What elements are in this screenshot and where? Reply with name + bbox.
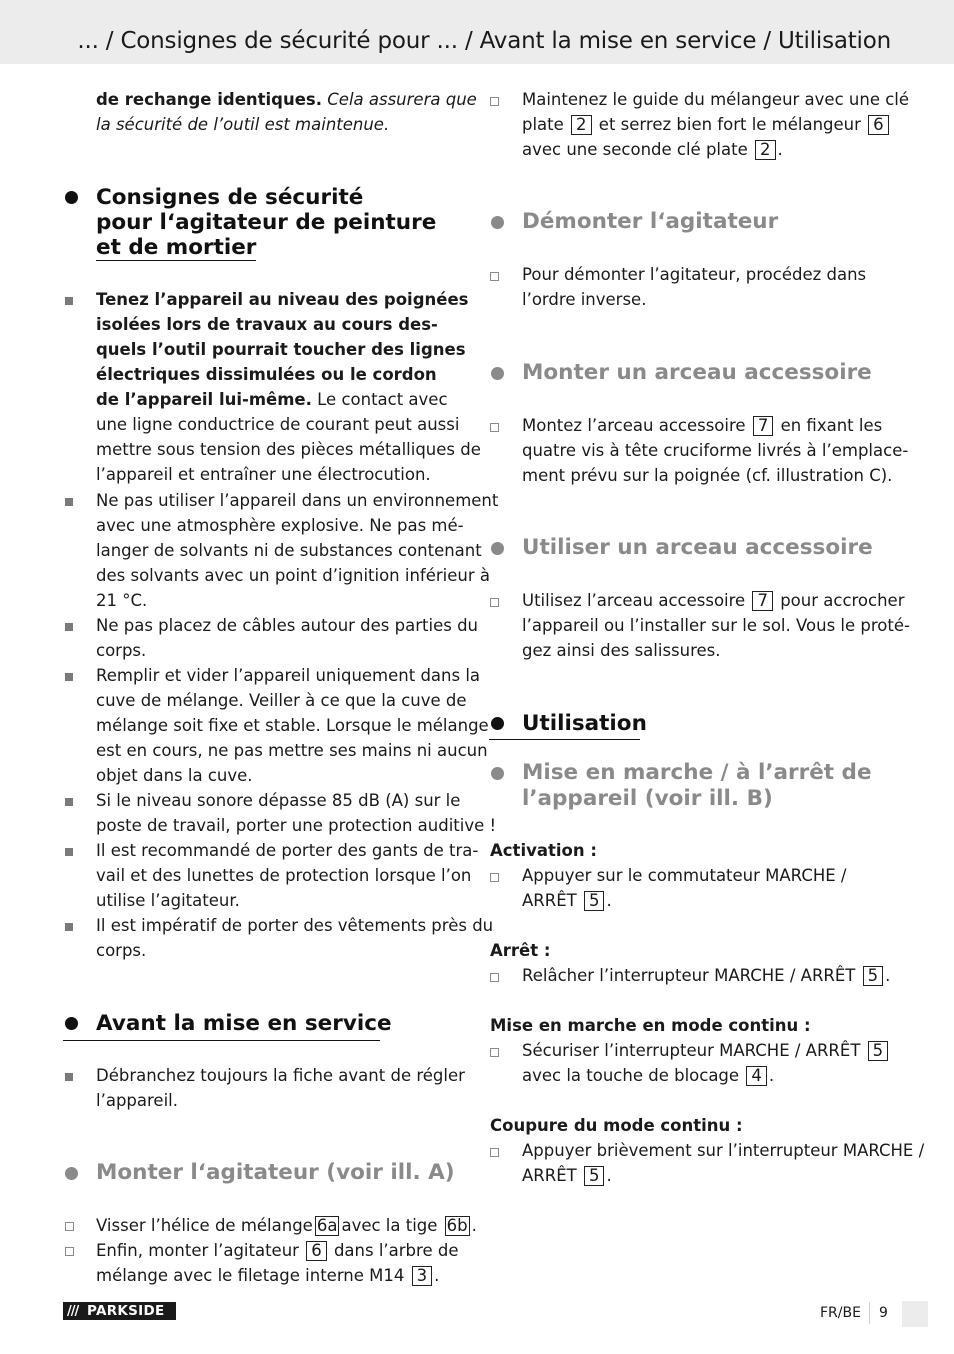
wrench-step: Maintenez le guide du mélangeur avec une clé plate 2 et serrez bien fort le mélangeur 6 avec une seconde clé plate 2 . xyxy=(522,90,910,159)
section-heading-dismount: Démonter l‘agitateur xyxy=(522,209,779,234)
safety-item-2: Ne pas utiliser l’appareil dans un environnement avec une atmosphère explosive. Ne pas mé- langer de solvants ni de substances contenant des solvants avec un point d’ignition inférieur à 21 °C. xyxy=(96,491,499,610)
section-heading-mount-bracket: Monter un arceau accessoire xyxy=(522,360,872,385)
checkbox-bullet-icon xyxy=(490,973,499,982)
continuous-off-step: Appuyer brièvement sur l’interrupteur MARCHE / ARRÊT 5 . xyxy=(522,1141,925,1185)
stop-step: Relâcher l’interrupteur MARCHE / ARRÊT 5 . xyxy=(522,966,891,985)
checkbox-bullet-icon xyxy=(490,272,499,281)
safety-item-1: Tenez l’appareil au niveau des poignées isolées lors de travaux au cours des- quels l’outil pourrait toucher des lignes électriques dissimulées ou le cordon de l’appareil lui-même. Le contact avec une ligne conductrice de courant peut aussi mettre sous tension des pièces métalliques de l’appareil et entraîner une électrocution. xyxy=(96,290,481,484)
mount-step-2: Enfin, monter l’agitateur 6 dans l’arbre de mélange avec le filetage interne M14 3 . xyxy=(96,1241,459,1285)
parkside-logo: /// PARKSIDE xyxy=(63,1302,176,1320)
subheading-activation: Activation : xyxy=(490,841,597,860)
checkbox-bullet-icon xyxy=(65,1247,74,1256)
mount-step-1: Visser l’hélice de mélange 6a avec la tige 6b . xyxy=(96,1216,477,1235)
mount-bracket-step: Montez l’arceau accessoire 7 en fixant les quatre vis à tête cruciforme livrés à l’emplace- ment prévu sur la poignée (cf. illustration C). xyxy=(522,416,909,485)
section-heading-operation: Utilisation xyxy=(489,711,640,740)
checkbox-bullet-icon xyxy=(490,873,499,882)
checkbox-bullet-icon xyxy=(490,1148,499,1157)
square-bullet-icon xyxy=(65,673,73,681)
continuous-on-step: Sécuriser l’interrupteur MARCHE / ARRÊT 5 avec la touche de blocage 4 . xyxy=(522,1038,890,1088)
square-bullet-icon xyxy=(65,297,73,305)
dismount-step: Pour démonter l’agitateur, procédez dans l’ordre inverse. xyxy=(522,265,867,309)
square-bullet-icon xyxy=(65,623,73,631)
bullet-dot-icon xyxy=(65,191,78,204)
checkbox-bullet-icon xyxy=(490,598,499,607)
section-heading-use-bracket: Utiliser un arceau accessoire xyxy=(522,535,873,560)
section-heading-safety: Consignes de sécurité pour l‘agitateur de peinture et de mortier xyxy=(96,185,437,260)
checkbox-bullet-icon xyxy=(490,97,499,106)
page-header xyxy=(0,0,954,64)
safety-item-7: Il est impératif de porter des vêtements près du corps. xyxy=(96,916,494,960)
activation-step: Appuyer sur le commutateur MARCHE / ARRÊT 5 . xyxy=(522,866,847,910)
checkbox-bullet-icon xyxy=(65,1222,74,1231)
bullet-dot-icon xyxy=(491,767,504,780)
checkbox-bullet-icon xyxy=(490,1048,499,1057)
square-bullet-icon xyxy=(65,1073,73,1081)
intro-line-1: de rechange identiques. Cela assurera que xyxy=(96,90,477,109)
intro-line-2: la sécurité de l’outil est maintenue. xyxy=(96,115,390,134)
language-code: FR/BE xyxy=(820,1305,861,1321)
safety-item-4: Remplir et vider l’appareil uniquement dans la cuve de mélange. Veiller à ce que la cuve de mélange soit fixe et stable. Lorsque le mélange est en cours, ne pas mettre ses mains ni aucun objet dans la cuve. xyxy=(96,666,489,785)
footer-divider xyxy=(869,1302,870,1324)
bullet-dot-icon xyxy=(491,367,504,380)
before-use-item: Débranchez toujours la fiche avant de régler l’appareil. xyxy=(96,1066,465,1110)
bullet-dot-icon xyxy=(65,1167,78,1180)
square-bullet-icon xyxy=(65,498,73,506)
page-title: ... / Consignes de sécurité pour ... / Avant la mise en service / Utilisation xyxy=(77,28,891,54)
subheading-stop: Arrêt : xyxy=(490,941,551,960)
section-heading-on-off: Mise en marche / à l’arrêt de l’appareil (voir ill. B) xyxy=(522,760,872,811)
use-bracket-step: Utilisez l’arceau accessoire 7 pour accrocher l’appareil ou l’installer sur le sol. Vous le proté- gez ainsi des salissures. xyxy=(522,591,910,660)
safety-item-6: Il est recommandé de porter des gants de tra- vail et des lunettes de protection lorsque l’on utilise l’agitateur. xyxy=(96,841,479,910)
page-number: 9 xyxy=(879,1305,888,1321)
checkbox-bullet-icon xyxy=(490,423,499,432)
safety-item-5: Si le niveau sonore dépasse 85 dB (A) sur le poste de travail, porter une protection auditive ! xyxy=(96,791,497,835)
bullet-dot-icon xyxy=(491,542,504,555)
section-heading-before-use: Avant la mise en service xyxy=(63,1011,380,1041)
bullet-dot-icon xyxy=(491,216,504,229)
square-bullet-icon xyxy=(65,848,73,856)
square-bullet-icon xyxy=(65,798,73,806)
section-heading-mount-stirrer: Monter l‘agitateur (voir ill. A) xyxy=(96,1160,455,1185)
safety-item-3: Ne pas placez de câbles autour des parties du corps. xyxy=(96,616,478,660)
square-bullet-icon xyxy=(65,923,73,931)
subheading-continuous-off: Coupure du mode continu : xyxy=(490,1116,743,1135)
subheading-continuous-on: Mise en marche en mode continu : xyxy=(490,1016,811,1035)
footer-corner-box xyxy=(902,1301,928,1327)
